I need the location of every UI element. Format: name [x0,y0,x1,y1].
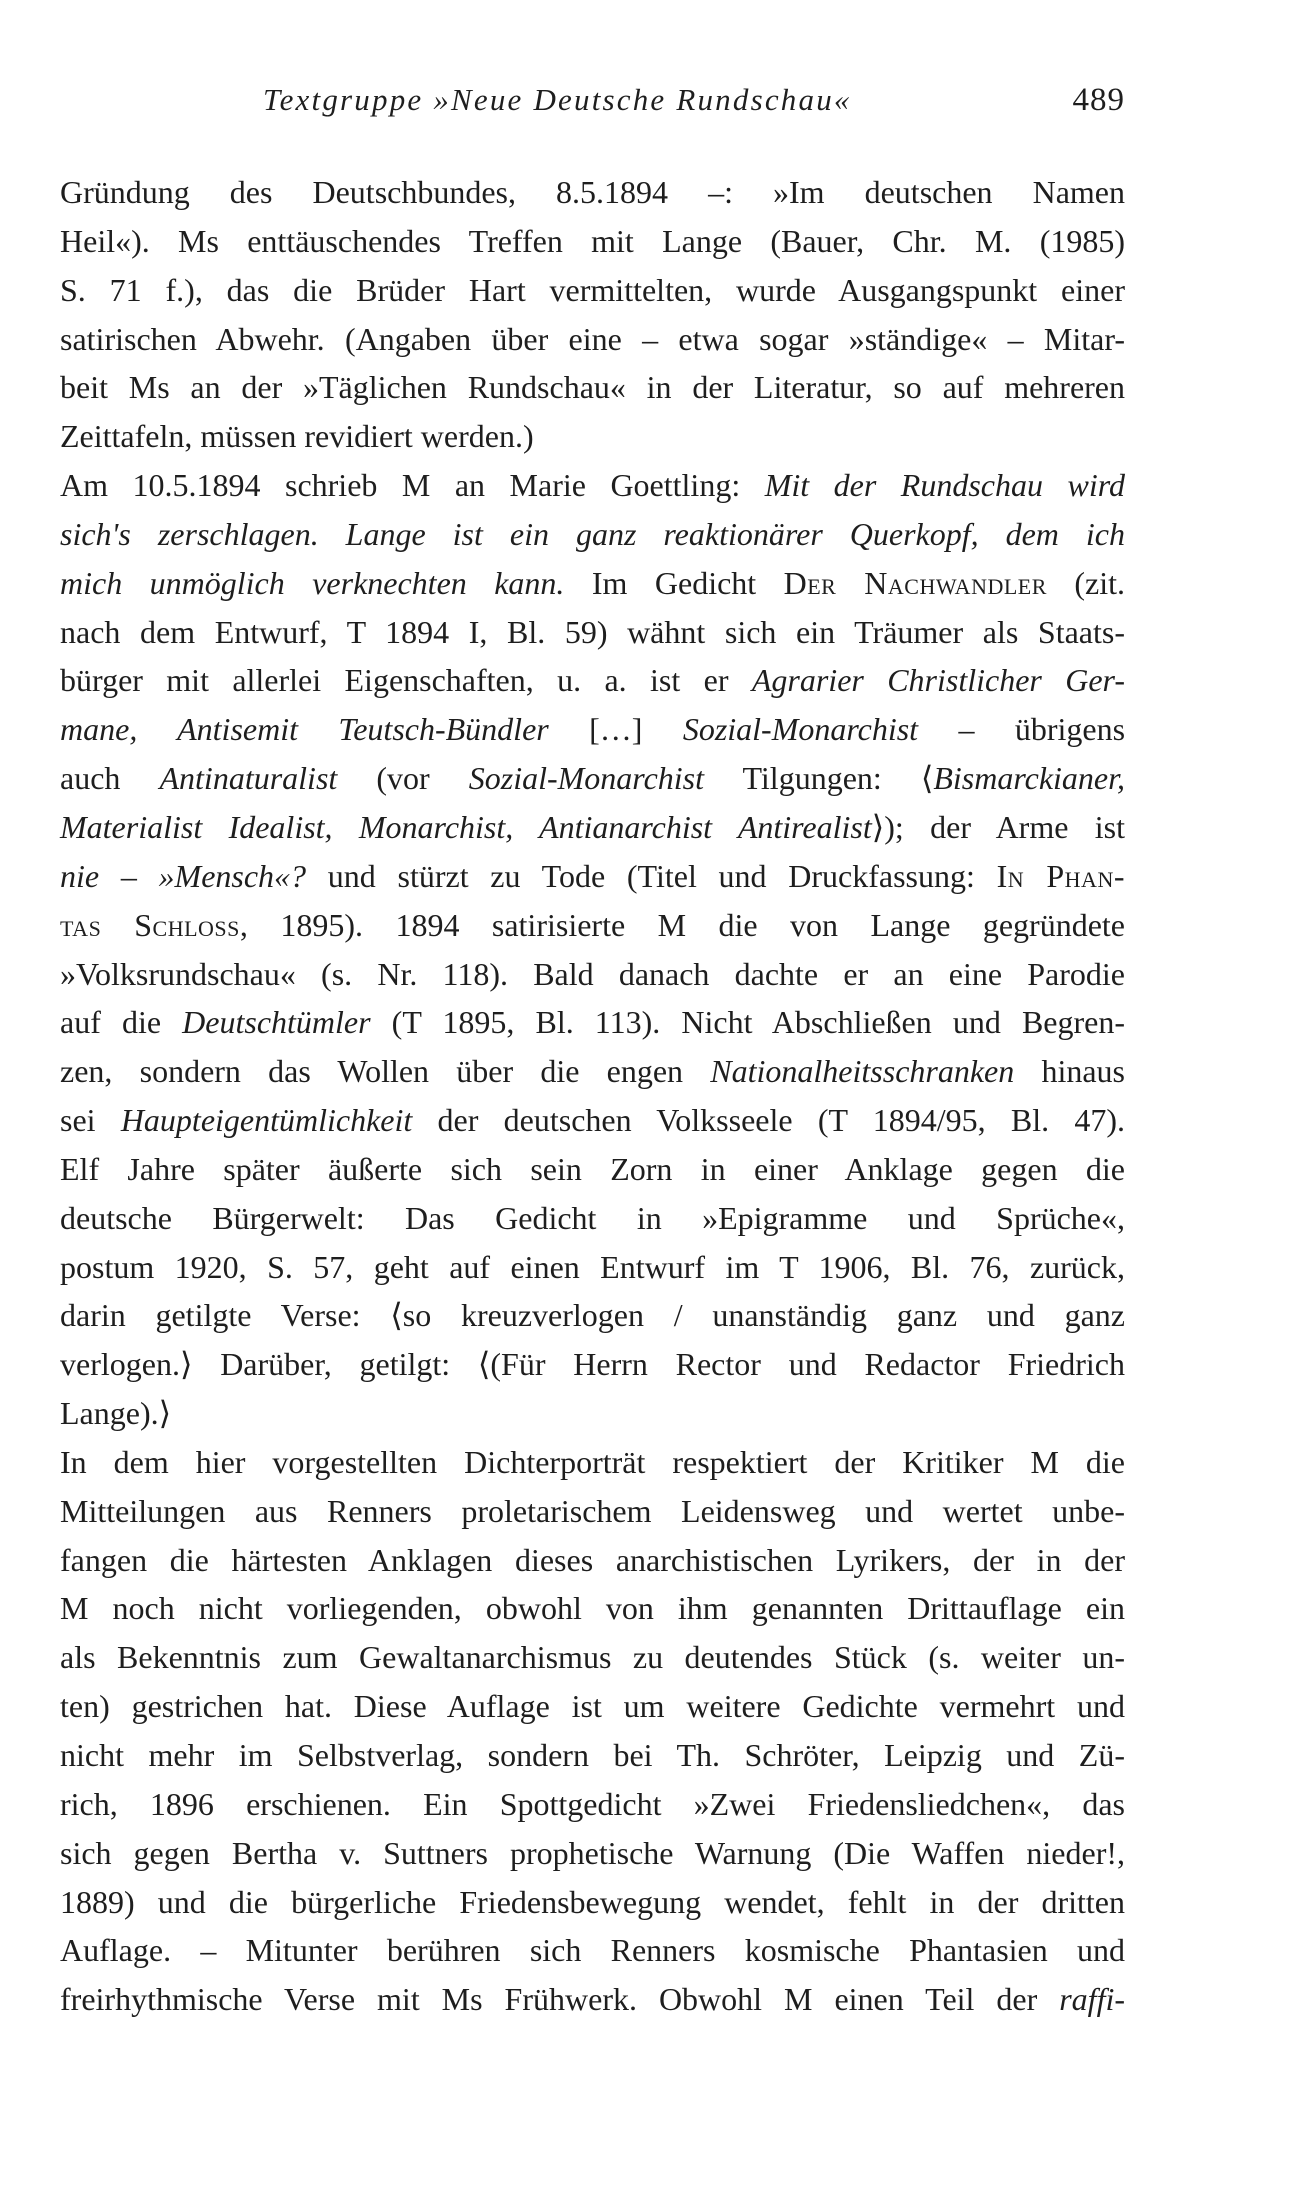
text-line [60,168,1125,217]
italic-text: sich's zerschlagen. Lange ist ein ganz reaktionärer Querkopf, dem ich [60,515,1125,552]
running-title: Textgruppe »Neue Deutsche Rundschau« [263,82,852,117]
italic-text: mich unmöglich verknechten kann. [60,564,565,601]
text-line [60,1194,1125,1243]
italic-text: Agrarier Christlicher Ger- [751,662,1126,699]
text-line [60,1878,1125,1927]
text-run: nicht mehr im Selbstverlag, sondern bei Th. Schröter, Leipzig und Zü- [60,1737,1125,1773]
text-line [60,1926,1125,1975]
text-run: Elf Jahre später äußerte sich sein Zorn in einer Anklage gegen die [60,1150,1125,1187]
running-head [263,82,1125,126]
text-line [60,852,1125,901]
text-line [60,315,1125,364]
italic-text: nie – »Mensch«? [60,857,307,894]
text-line [60,559,1125,608]
text-line [60,217,1125,266]
small-caps-title: tas Schloss [60,906,240,943]
text-run: Lange).⟩ [60,1395,172,1432]
text-line [60,1389,1125,1438]
text-run: bürger mit allerlei Eigenschaften, u. a. ist er [60,662,752,699]
text-run: freirhythmische Verse mit Ms Frühwerk. Obwohl M einen Teil der [60,1981,1060,2018]
text-line [60,803,1125,852]
text-line [60,1340,1125,1389]
text-run: und stürzt zu Tode (Titel und Druckfassung: [306,857,997,894]
italic-text: raffi- [1059,1981,1125,2018]
text-run: M noch nicht vorliegenden, obwohl von ihm genannten Drittauflage ein [60,1590,1125,1627]
small-caps-title: In Phan- [996,857,1125,894]
text-line [60,1047,1125,1096]
text-run: Im Gedicht [564,564,784,601]
text-run: sei [60,1102,121,1139]
italic-text: Nationalheitsschranken [710,1053,1015,1090]
italic-text: Bismarckianer, [933,760,1126,797]
text-line [60,1682,1125,1731]
text-run: auch [60,760,160,797]
italic-text: mane, Antisemit Teutsch-Bündler [60,711,549,748]
text-line [60,266,1125,315]
text-line [60,1731,1125,1780]
text-line [60,1780,1125,1829]
text-run: postum 1920, S. 57, geht auf einen Entwurf im T 1906, Bl. 76, zurück, [60,1248,1125,1285]
text-line [60,1487,1125,1536]
text-run: verlogen.⟩ Darüber, getilgt: ⟨(Für Herrn Rector und Redactor Friedrich [60,1346,1125,1383]
text-line [60,1975,1125,2024]
text-run: auf die [60,1004,183,1041]
text-run: […] [548,711,683,748]
text-line [60,1145,1125,1194]
text-run: fangen die härtesten Anklagen dieses anarchistischen Lyrikers, der in der [60,1541,1125,1578]
text-line [60,608,1125,657]
text-run: zen, sondern das Wollen über die engen [60,1053,711,1090]
text-line [60,1584,1125,1633]
text-line [60,950,1125,999]
italic-text: Materialist Idealist, Monarchist, Antianarchist Antirealist [60,808,872,845]
text-run: , 1895). 1894 satirisierte M die von Lange gegründete [239,906,1125,943]
text-run: – übrigens [918,711,1126,748]
text-line [60,363,1125,412]
small-caps-title: Der Nachwandler [783,564,1047,601]
body-text [60,168,1125,2024]
text-run: satirischen Abwehr. (Angaben über eine – etwa sogar »ständige« – Mitar- [60,320,1125,357]
text-run: 1889) und die bürgerliche Friedensbewegung wendet, fehlt in der dritten [60,1883,1125,1920]
text-run: ⟩); der Arme ist [871,808,1126,845]
text-line [60,656,1125,705]
italic-text: Sozial-Monarchist [468,760,704,797]
text-line [60,1096,1125,1145]
text-line [60,1633,1125,1682]
text-run: nach dem Entwurf, T 1894 I, Bl. 59) wähnt sich ein Träumer als Staats- [60,613,1125,650]
text-line [60,1291,1125,1340]
italic-text: Haupteigentümlichkeit [120,1102,413,1139]
text-run: Zeittafeln, müssen revidiert werden.) [60,418,534,455]
text-run: sich gegen Bertha v. Suttners prophetische Warnung (Die Waffen nieder!, [60,1834,1125,1871]
text-line [60,461,1125,510]
italic-text: Antinaturalist [159,760,338,797]
text-run: Gründung des Deutschbundes, 8.5.1894 –: »Im deutschen Namen [60,174,1125,210]
text-line [60,705,1125,754]
text-run: ten) gestrichen hat. Diese Auflage ist um weitere Gedichte vermehrt und [60,1688,1125,1725]
text-line [60,998,1125,1047]
text-line [60,754,1125,803]
text-run: der deutschen Volksseele (T 1894/95, Bl. 47). [412,1102,1126,1139]
text-line [60,1536,1125,1585]
text-run: als Bekenntnis zum Gewaltanarchismus zu deutendes Stück (s. weiter un- [60,1639,1125,1676]
text-run: In dem hier vorgestellten Dichterporträt respektiert der Kritiker M die [60,1443,1125,1480]
text-run: beit Ms an der »Täglichen Rundschau« in der Literatur, so auf mehreren [60,369,1125,406]
text-line [60,1829,1125,1878]
text-run: S. 71 f.), das die Brüder Hart vermittelten, wurde Ausgangspunkt einer [60,271,1125,308]
text-line [60,510,1125,559]
text-run: Auflage. – Mitunter berühren sich Renners kosmische Phantasien und [60,1932,1125,1969]
page-number: 489 [1072,82,1125,118]
text-run: hinaus [1014,1053,1126,1090]
text-line [60,1243,1125,1292]
text-line [60,1438,1125,1487]
text-run: darin getilgte Verse: ⟨so kreuzverlogen / unanständig ganz und ganz [60,1297,1125,1334]
text-line [60,412,1125,461]
text-run: Heil«). Ms enttäuschendes Treffen mit Lange (Bauer, Chr. M. (1985) [60,222,1125,259]
text-run: Tilgungen: ⟨ [704,760,934,797]
italic-text: Deutschtümler [182,1004,371,1041]
text-run: Mitteilungen aus Renners proletarischem Leidensweg und wertet unbe- [60,1492,1125,1529]
text-run: »Volksrundschau« (s. Nr. 118). Bald danach dachte er an eine Parodie [60,955,1125,992]
text-run: (zit. [1046,564,1125,601]
italic-text: Sozial-Monarchist [682,711,919,748]
text-run: rich, 1896 erschienen. Ein Spottgedicht »Zwei Friedensliedchen«, das [60,1785,1125,1822]
text-run: deutsche Bürgerwelt: Das Gedicht in »Epigramme und Sprüche«, [60,1199,1125,1236]
text-line [60,901,1125,950]
italic-text: Mit der Rundschau wird [764,467,1126,504]
text-run: (T 1895, Bl. 113). Nicht Abschließen und Begren- [370,1004,1126,1041]
text-run: (vor [337,760,469,797]
text-run: Am 10.5.1894 schrieb M an Marie Goettling: [60,467,765,504]
